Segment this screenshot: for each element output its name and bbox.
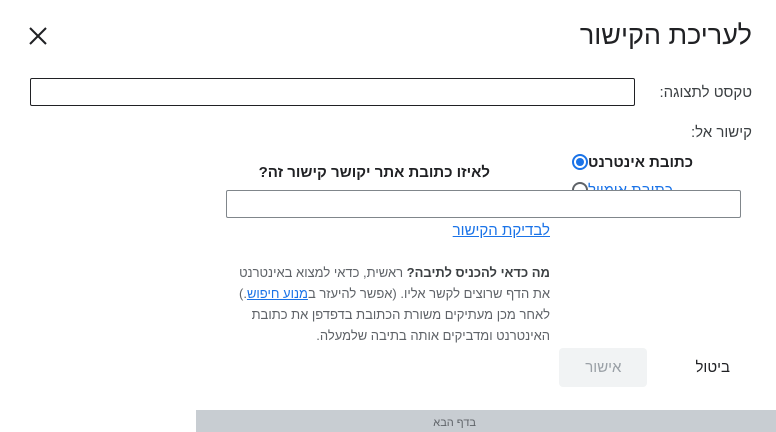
- ok-button[interactable]: אישור: [559, 348, 647, 387]
- check-link-row: [0, 214, 776, 248]
- search-engine-link[interactable]: מנוע חיפוש: [246, 286, 308, 301]
- close-icon[interactable]: [24, 22, 52, 50]
- help-body-2: (אפשר להיעזר ב: [307, 286, 397, 301]
- close-icon-glyph: [28, 26, 48, 46]
- radio-web-address-label: כתובת אינטרנט: [588, 153, 694, 171]
- link-to-label: קישור אל:: [690, 124, 752, 141]
- help-text: [224, 262, 550, 346]
- url-question-label: לאיזו כתובת אתר יקושר קישור זה?: [258, 164, 490, 181]
- help-body-1: ראשית, כדאי למצוא באינטרנט את הדף שרוצים לקשר אליו.: [239, 265, 550, 301]
- radio-web-address[interactable]: [562, 148, 752, 176]
- help-lead: מה כדאי להכניס לתיבה?: [406, 265, 550, 280]
- dialog-footer: [559, 348, 752, 387]
- help-body-3: .) לאחר מכן מעתיקים משורת הכתובת בדפדפן את כתובת האינטרנט ומדביקים אותה בתיבה שלמעלה.: [238, 286, 550, 343]
- display-text-input[interactable]: [30, 78, 635, 106]
- link-to-section: [0, 118, 776, 214]
- check-link[interactable]: לבדיקת הקישור: [452, 222, 550, 239]
- display-text-label: טקסט לתצוגה:: [659, 84, 752, 101]
- dialog-header: [0, 0, 776, 74]
- page-strip-text: בדף הבא: [433, 417, 476, 429]
- radio-selected-icon: [572, 154, 588, 170]
- page-strip-inner: [0, 410, 196, 432]
- cancel-button[interactable]: ביטול: [673, 349, 752, 386]
- page-title: לעריכת הקישור: [579, 20, 752, 50]
- display-text-row: [0, 74, 776, 118]
